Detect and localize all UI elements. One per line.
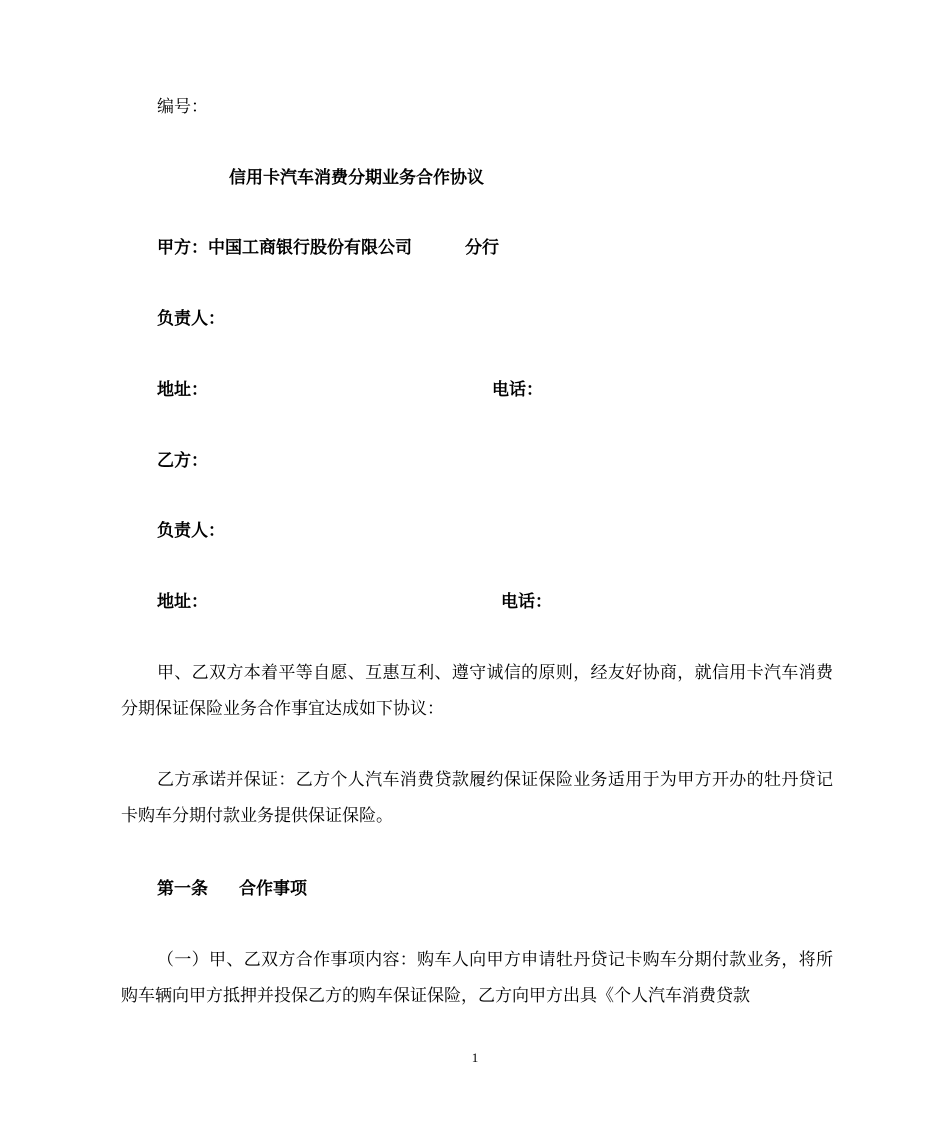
guarantee-paragraph: 乙方承诺并保证：乙方个人汽车消费贷款履约保证保险业务适用于为甲方开办的牡丹贷记卡购车分期付款业务提供保证保险。 <box>121 770 833 826</box>
preamble-paragraph: 甲、乙双方本着平等自愿、互惠互利、遵守诚信的原则，经友好协商，就信用卡汽车消费分期保证保险业务合作事宜达成如下协议： <box>121 663 833 719</box>
party-a-label: 甲方：中国工商银行股份有限公司 <box>157 238 412 258</box>
article-1-title: 合作事项 <box>239 879 307 899</box>
party-b-phone-label: 电话： <box>501 592 552 612</box>
party-a-leader-label: 负责人： <box>157 309 225 329</box>
party-b-address-label: 地址： <box>157 592 208 612</box>
party-a-address-label: 地址： <box>157 380 208 400</box>
party-a-phone-label: 电话： <box>492 380 543 400</box>
party-b-label: 乙方： <box>157 451 208 471</box>
document-title: 信用卡汽车消费分期业务合作协议 <box>229 168 484 188</box>
document-number-label: 编号： <box>157 97 208 117</box>
party-b-leader-label: 负责人： <box>157 521 225 541</box>
party-a-branch: 分行 <box>465 238 499 258</box>
clause-1-paragraph: （一）甲、乙双方合作事项内容：购车人向甲方申请牡丹贷记卡购车分期付款业务，将所购车辆向甲方抵押并投保乙方的购车保证保险，乙方向甲方出具《个人汽车消费贷款 <box>121 950 833 1006</box>
article-1-number: 第一条 <box>157 879 208 899</box>
page-number: 1 <box>471 1050 479 1065</box>
